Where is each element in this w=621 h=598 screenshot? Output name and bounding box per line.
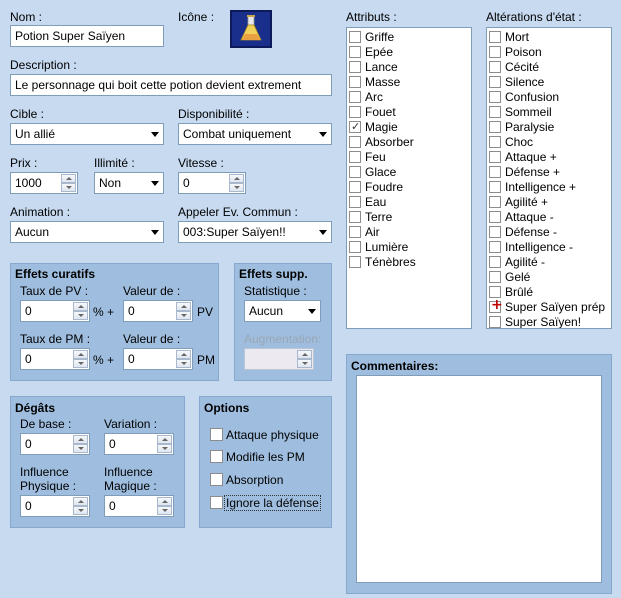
vitesse-value: 0 [183, 176, 190, 190]
effets-supp-panel [234, 263, 332, 381]
disponibilite-label: Disponibilité : [178, 107, 250, 121]
alteration-checkbox[interactable] [489, 181, 501, 193]
alteration-item-label: Intelligence - [505, 240, 574, 254]
influence-magique-label-1: Influence [104, 465, 153, 479]
influence-physique-label-1: Influence [20, 465, 69, 479]
alteration-item-label: Défense + [505, 165, 561, 179]
illimite-select[interactable] [94, 172, 164, 194]
appeler-label: Appeler Ev. Commun : [178, 205, 298, 219]
animation-select[interactable] [10, 221, 164, 243]
attribut-item-label: Griffe [365, 30, 395, 44]
alteration-checkbox[interactable] [489, 91, 501, 103]
nom-input[interactable]: Potion Super Saïyen [10, 25, 164, 47]
alteration-item-label: Agilité + [505, 195, 549, 209]
chevron-down-icon [319, 230, 327, 235]
spin-down-icon[interactable] [73, 506, 88, 515]
appeler-select[interactable] [178, 221, 332, 243]
attribut-checkbox[interactable] [349, 196, 361, 208]
options-title: Options [204, 401, 250, 415]
spin-up-icon[interactable] [229, 174, 244, 183]
alterations-list[interactable] [486, 27, 612, 329]
statistique-value: Aucun [249, 304, 284, 318]
spin-up-icon[interactable] [61, 174, 76, 183]
attribut-checkbox[interactable] [349, 241, 361, 253]
chevron-down-icon [319, 132, 327, 137]
illimite-label: Illimité : [94, 156, 135, 170]
alteration-item-label: Brûlé [505, 285, 534, 299]
percent-plus-label: % + [93, 353, 115, 367]
alteration-checkbox[interactable] [489, 316, 501, 328]
potion-flask-icon[interactable] [230, 10, 272, 48]
alteration-item-label: Attaque + [505, 150, 557, 164]
alteration-checkbox[interactable] [489, 241, 501, 253]
attribut-item-label: Eau [365, 195, 387, 209]
alteration-checkbox[interactable] [489, 196, 501, 208]
alteration-checkbox[interactable] [489, 136, 501, 148]
absorption-label[interactable]: Absorption [226, 473, 284, 487]
taux-pv-value: 0 [25, 304, 32, 318]
pm-unit-label: PM [197, 353, 215, 367]
spin-down-icon[interactable] [73, 359, 88, 368]
spin-down-icon[interactable] [73, 311, 88, 320]
attribut-checkbox[interactable] [349, 121, 361, 133]
percent-plus-label: % + [93, 305, 115, 319]
attribut-checkbox[interactable] [349, 226, 361, 238]
attaque-physique-label[interactable]: Attaque physique [226, 428, 319, 442]
alteration-item-label: Mort [505, 30, 529, 44]
disponibilite-select[interactable] [178, 123, 332, 145]
spin-down-icon[interactable] [229, 183, 244, 192]
spin-down-icon [297, 359, 312, 368]
attribut-item-label: Air [365, 225, 380, 239]
attribut-checkbox[interactable] [349, 136, 361, 148]
valeur-pv-spinner[interactable] [123, 300, 193, 322]
illimite-value: Non [99, 176, 122, 190]
spin-up-icon[interactable] [176, 350, 191, 359]
alteration-checkbox[interactable] [489, 256, 501, 268]
spin-down-icon[interactable] [176, 311, 191, 320]
cible-label: Cible : [10, 107, 45, 121]
pv-unit-label: PV [197, 305, 214, 319]
description-label: Description : [10, 58, 77, 72]
attribut-checkbox[interactable] [349, 31, 361, 43]
attribut-item-label: Lumière [365, 240, 409, 254]
alteration-item-label: Cécité [505, 60, 540, 74]
prix-value: 1000 [15, 176, 42, 190]
alteration-checkbox[interactable] [489, 271, 501, 283]
spin-up-icon[interactable] [157, 497, 172, 506]
attribut-checkbox[interactable] [349, 76, 361, 88]
valeur-pm-label: Valeur de : [123, 332, 181, 346]
taux-pv-spinner[interactable] [20, 300, 90, 322]
ignore-defense-label[interactable]: Ignore la défense [226, 496, 319, 510]
attribut-checkbox[interactable] [349, 166, 361, 178]
spin-down-icon[interactable] [73, 444, 88, 453]
alteration-item-label: Défense - [505, 225, 558, 239]
attribut-item-label: Glace [365, 165, 397, 179]
alteration-item-label: Poison [505, 45, 542, 59]
animation-label: Animation : [10, 205, 71, 219]
taux-pm-label: Taux de PM : [20, 332, 91, 346]
alteration-checkbox[interactable] [489, 106, 501, 118]
chevron-down-icon [151, 230, 159, 235]
vitesse-spinner[interactable] [178, 172, 246, 194]
attribut-checkbox[interactable] [349, 91, 361, 103]
alterations-label: Altérations d'état : [486, 10, 582, 24]
spin-up-icon[interactable] [157, 435, 172, 444]
attribut-item-label: Feu [365, 150, 386, 164]
cible-value: Un allié [15, 127, 56, 141]
variation-value: 0 [109, 437, 116, 451]
alteration-item-label: Attaque - [505, 210, 554, 224]
influence-physique-value: 0 [25, 499, 32, 513]
attribut-item-label: Masse [365, 75, 401, 89]
valeur-pv-label: Valeur de : [123, 284, 181, 298]
spin-down-icon[interactable] [157, 506, 172, 515]
influence-magique-label-2: Magique : [104, 479, 157, 493]
prix-spinner[interactable] [10, 172, 78, 194]
alteration-item-label: Paralysie [505, 120, 555, 134]
spin-up-icon[interactable] [176, 302, 191, 311]
commentaires-textarea[interactable] [356, 375, 602, 583]
taux-pv-label: Taux de PV : [20, 284, 89, 298]
spin-down-icon[interactable] [176, 359, 191, 368]
alteration-checkbox[interactable] [489, 61, 501, 73]
attribut-item-label: Foudre [365, 180, 404, 194]
alteration-checkbox[interactable] [489, 166, 501, 178]
alteration-item-label: Agilité - [505, 255, 546, 269]
effets-curatifs-title: Effets curatifs [15, 267, 96, 281]
taux-pm-spinner[interactable] [20, 348, 90, 370]
alteration-item-label: Confusion [505, 90, 560, 104]
alteration-checkbox[interactable] [489, 211, 501, 223]
degats-title: Dégâts [15, 401, 56, 415]
degats-panel [10, 396, 185, 528]
valeur-pm-spinner[interactable] [123, 348, 193, 370]
influence-physique-spinner[interactable] [20, 495, 90, 517]
attribut-checkbox[interactable] [349, 256, 361, 268]
attaque-physique-checkbox[interactable] [210, 428, 223, 441]
alteration-checkbox[interactable] [489, 301, 501, 313]
influence-physique-label-2: Physique : [20, 479, 77, 493]
de-base-value: 0 [25, 437, 32, 451]
de-base-spinner[interactable] [20, 433, 90, 455]
de-base-label: De base : [20, 417, 72, 431]
commentaires-title: Commentaires: [351, 359, 439, 373]
prix-label: Prix : [10, 156, 38, 170]
attribut-item-label: Ténèbres [365, 255, 416, 269]
spin-down-icon[interactable] [157, 444, 172, 453]
effets-supp-title: Effets supp. [239, 267, 308, 281]
statistique-select[interactable] [244, 300, 321, 322]
spin-up-icon[interactable] [73, 435, 88, 444]
modifie-pm-checkbox[interactable] [210, 450, 223, 463]
taux-pm-value: 0 [25, 352, 32, 366]
chevron-down-icon [151, 132, 159, 137]
icone-label: Icône : [178, 10, 215, 24]
alteration-checkbox[interactable] [489, 226, 501, 238]
nom-label: Nom : [10, 10, 43, 24]
spin-up-icon[interactable] [73, 497, 88, 506]
attribut-item-label: Fouet [365, 105, 396, 119]
alteration-checkbox[interactable] [489, 46, 501, 58]
alteration-checkbox[interactable] [489, 31, 501, 43]
valeur-pm-value: 0 [128, 352, 135, 366]
effets-curatifs-panel [10, 263, 219, 381]
ignore-defense-checkbox[interactable] [210, 496, 223, 509]
attribut-item-label: Magie [365, 120, 398, 134]
augmentation-label: Augmentation: [244, 332, 322, 346]
attribut-checkbox[interactable] [349, 211, 361, 223]
augmentation-spinner [244, 348, 314, 370]
attribut-item-label: Epée [365, 45, 394, 59]
alteration-item-label: Super Saïyen! [505, 315, 582, 329]
alteration-item-label: Silence [505, 75, 545, 89]
attribut-checkbox[interactable] [349, 151, 361, 163]
options-panel [199, 396, 332, 528]
disponibilite-value: Combat uniquement [183, 127, 292, 141]
alteration-checkbox[interactable] [489, 121, 501, 133]
cible-select[interactable] [10, 123, 164, 145]
alteration-item-label: Sommeil [505, 105, 552, 119]
attributs-list[interactable] [346, 27, 472, 329]
attributs-label: Attributs : [346, 10, 397, 24]
attribut-checkbox[interactable] [349, 181, 361, 193]
chevron-down-icon [308, 309, 316, 314]
variation-spinner[interactable] [104, 433, 174, 455]
alteration-checkbox[interactable] [489, 151, 501, 163]
influence-magique-spinner[interactable] [104, 495, 174, 517]
modifie-pm-label[interactable]: Modifie les PM [226, 450, 305, 464]
spin-down-icon[interactable] [61, 183, 76, 192]
attribut-item-label: Terre [365, 210, 393, 224]
attribut-item-label: Lance [365, 60, 398, 74]
alteration-item-label: Choc [505, 135, 534, 149]
alteration-checkbox[interactable] [489, 76, 501, 88]
statistique-label: Statistique : [244, 284, 307, 298]
spin-up-icon[interactable] [73, 302, 88, 311]
description-input[interactable]: Le personnage qui boit cette potion devient extrement [10, 74, 332, 96]
attribut-checkbox[interactable] [349, 106, 361, 118]
chevron-down-icon [151, 181, 159, 186]
variation-label: Variation : [104, 417, 158, 431]
animation-value: Aucun [15, 225, 50, 239]
influence-magique-value: 0 [109, 499, 116, 513]
spin-up-icon[interactable] [73, 350, 88, 359]
valeur-pv-value: 0 [128, 304, 135, 318]
attribut-item-label: Arc [365, 90, 383, 104]
attribut-checkbox[interactable] [349, 61, 361, 73]
absorption-checkbox[interactable] [210, 473, 223, 486]
vitesse-label: Vitesse : [178, 156, 224, 170]
appeler-value: 003:Super Saïyen!! [183, 225, 286, 239]
potion-flask-glyph [232, 12, 270, 46]
attribut-item-label: Absorber [365, 135, 414, 149]
alteration-item-label: Gelé [505, 270, 531, 284]
attribut-checkbox[interactable] [349, 46, 361, 58]
alteration-item-label: Super Saïyen prép [505, 300, 606, 314]
spin-up-icon [297, 350, 312, 359]
alteration-item-label: Intelligence + [505, 180, 577, 194]
commentaires-panel [346, 354, 612, 594]
